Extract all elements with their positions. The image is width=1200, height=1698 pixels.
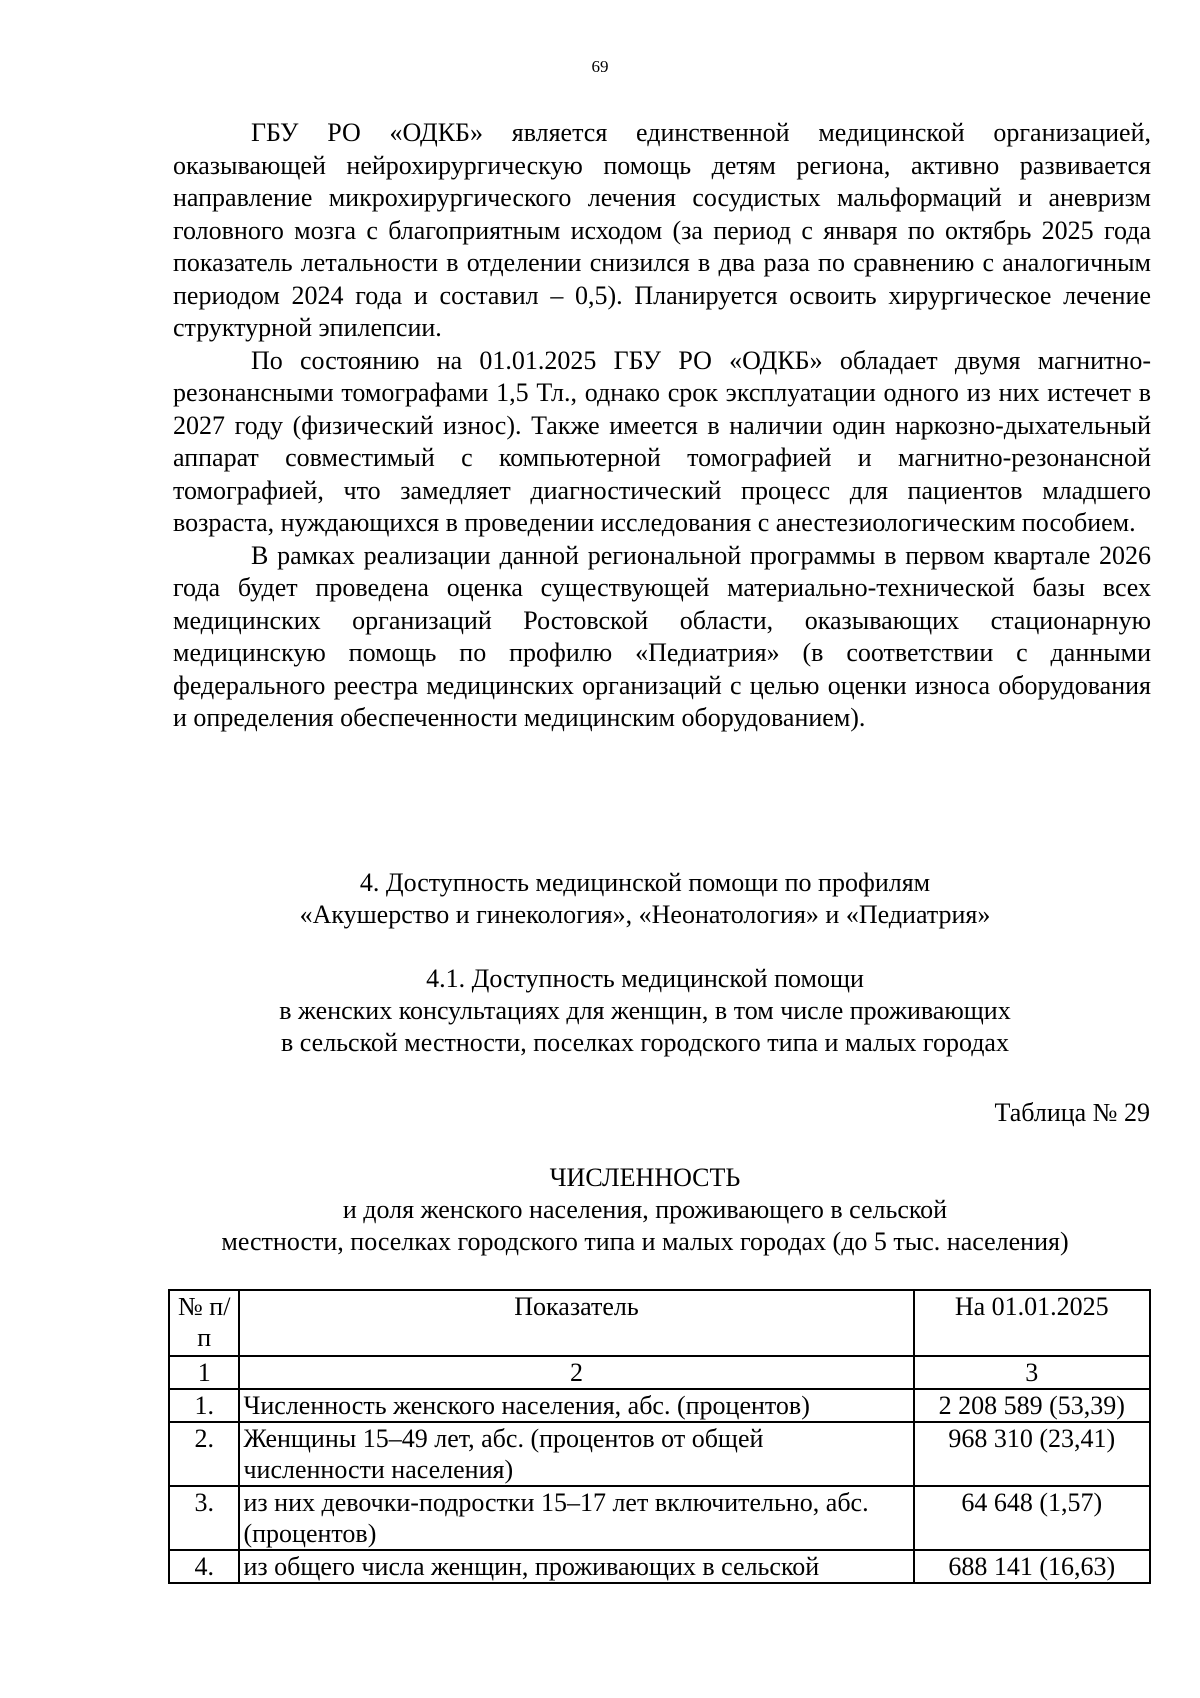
row-value-cell: 688 141 (16,63): [914, 1550, 1150, 1583]
paragraph: ГБУ РО «ОДКБ» является единственной медицинской организацией, оказывающей нейрохирургическую помощь детям региона, активно развивается направление микрохирургического лечения сосудистых мальформаций и аневризм головного мозга с благоприятным исходом (за период с января по октябрь 2025 года показатель летальности в отделении снизился в два раза по сравнению с аналогичным периодом 2024 года и составил – 0,5). Планируется освоить хирургическое лечение структурной эпилепсии.: [173, 118, 1151, 342]
header-cell-number: № п/п: [169, 1290, 239, 1356]
column-number-cell: 2: [239, 1356, 913, 1389]
body-text: [173, 117, 1151, 735]
table-title: [90, 1162, 1200, 1258]
table-row: [169, 1389, 1150, 1422]
paragraph: По состоянию на 01.01.2025 ГБУ РО «ОДКБ» обладает двумя магнитно-резонансными томографами 1,5 Тл., однако срок эксплуатации одного из них истечет в 2027 году (физический износ). Также имеется в наличии один наркозно-дыхательный аппарат совместимый с компьютерной томографией и магнитно-резонансной томографией, что замедляет диагностический процесс для пациентов младшего возраста, нуждающихся в проведении исследования с анестезиологическим пособием.: [173, 345, 1151, 537]
table-row: [169, 1550, 1150, 1583]
page-number: 69: [591, 57, 609, 76]
table-row: [169, 1486, 1150, 1550]
header-cell-date: На 01.01.2025: [914, 1290, 1150, 1356]
paragraph: В рамках реализации данной региональной программы в первом квартале 2026 года будет проведена оценка существующей материально-технической базы всех медицинских организаций Ростовской области, оказывающих стационарную медицинскую помощь по профилю «Педиатрия» (в соответствии с данными федерального реестра медицинских организаций с целью оценки износа оборудования и определения обеспеченности медицинским оборудованием).: [173, 540, 1151, 732]
row-number-cell: 2.: [169, 1422, 239, 1486]
section-heading-line: 4. Доступность медицинской помощи по профилям: [359, 868, 931, 897]
table-header-row: [169, 1290, 1150, 1356]
table-row: [169, 1422, 1150, 1486]
data-table: [168, 1289, 1151, 1584]
row-indicator-cell: из общего числа женщин, проживающих в сельской: [239, 1550, 913, 1583]
table-title-line: и доля женского населения, проживающего в сельской: [342, 1195, 948, 1224]
row-indicator-cell: Численность женского населения, абс. (процентов): [239, 1389, 913, 1422]
row-number-cell: 1.: [169, 1389, 239, 1422]
row-value-cell: 2 208 589 (53,39): [914, 1389, 1150, 1422]
row-value-cell: 968 310 (23,41): [914, 1422, 1150, 1486]
table-column-number-row: [169, 1356, 1150, 1389]
table-caption: Таблица № 29: [994, 1098, 1150, 1127]
section-heading: [90, 867, 1200, 931]
subsection-heading-line: 4.1. Доступность медицинской помощи: [426, 964, 864, 993]
header-cell-indicator: Показатель: [239, 1290, 913, 1356]
table-title-line: местности, поселках городского типа и малых городах (до 5 тыс. населения): [221, 1227, 1069, 1256]
row-number-cell: 4.: [169, 1550, 239, 1583]
row-indicator-cell: Женщины 15–49 лет, абс. (процентов от общей численности населения): [239, 1422, 913, 1486]
subsection-heading-line: в женских консультациях для женщин, в том числе проживающих: [279, 996, 1011, 1025]
row-number-cell: 3.: [169, 1486, 239, 1550]
subsection-heading: [90, 963, 1200, 1059]
section-heading-line: «Акушерство и гинекология», «Неонатология» и «Педиатрия»: [299, 900, 991, 929]
column-number-cell: 1: [169, 1356, 239, 1389]
column-number-cell: 3: [914, 1356, 1150, 1389]
subsection-heading-line: в сельской местности, поселках городского типа и малых городах: [281, 1028, 1009, 1057]
row-indicator-cell: из них девочки-подростки 15–17 лет включительно, абс. (процентов): [239, 1486, 913, 1550]
table-title-line: ЧИСЛЕННОСТЬ: [549, 1163, 741, 1192]
row-value-cell: 64 648 (1,57): [914, 1486, 1150, 1550]
